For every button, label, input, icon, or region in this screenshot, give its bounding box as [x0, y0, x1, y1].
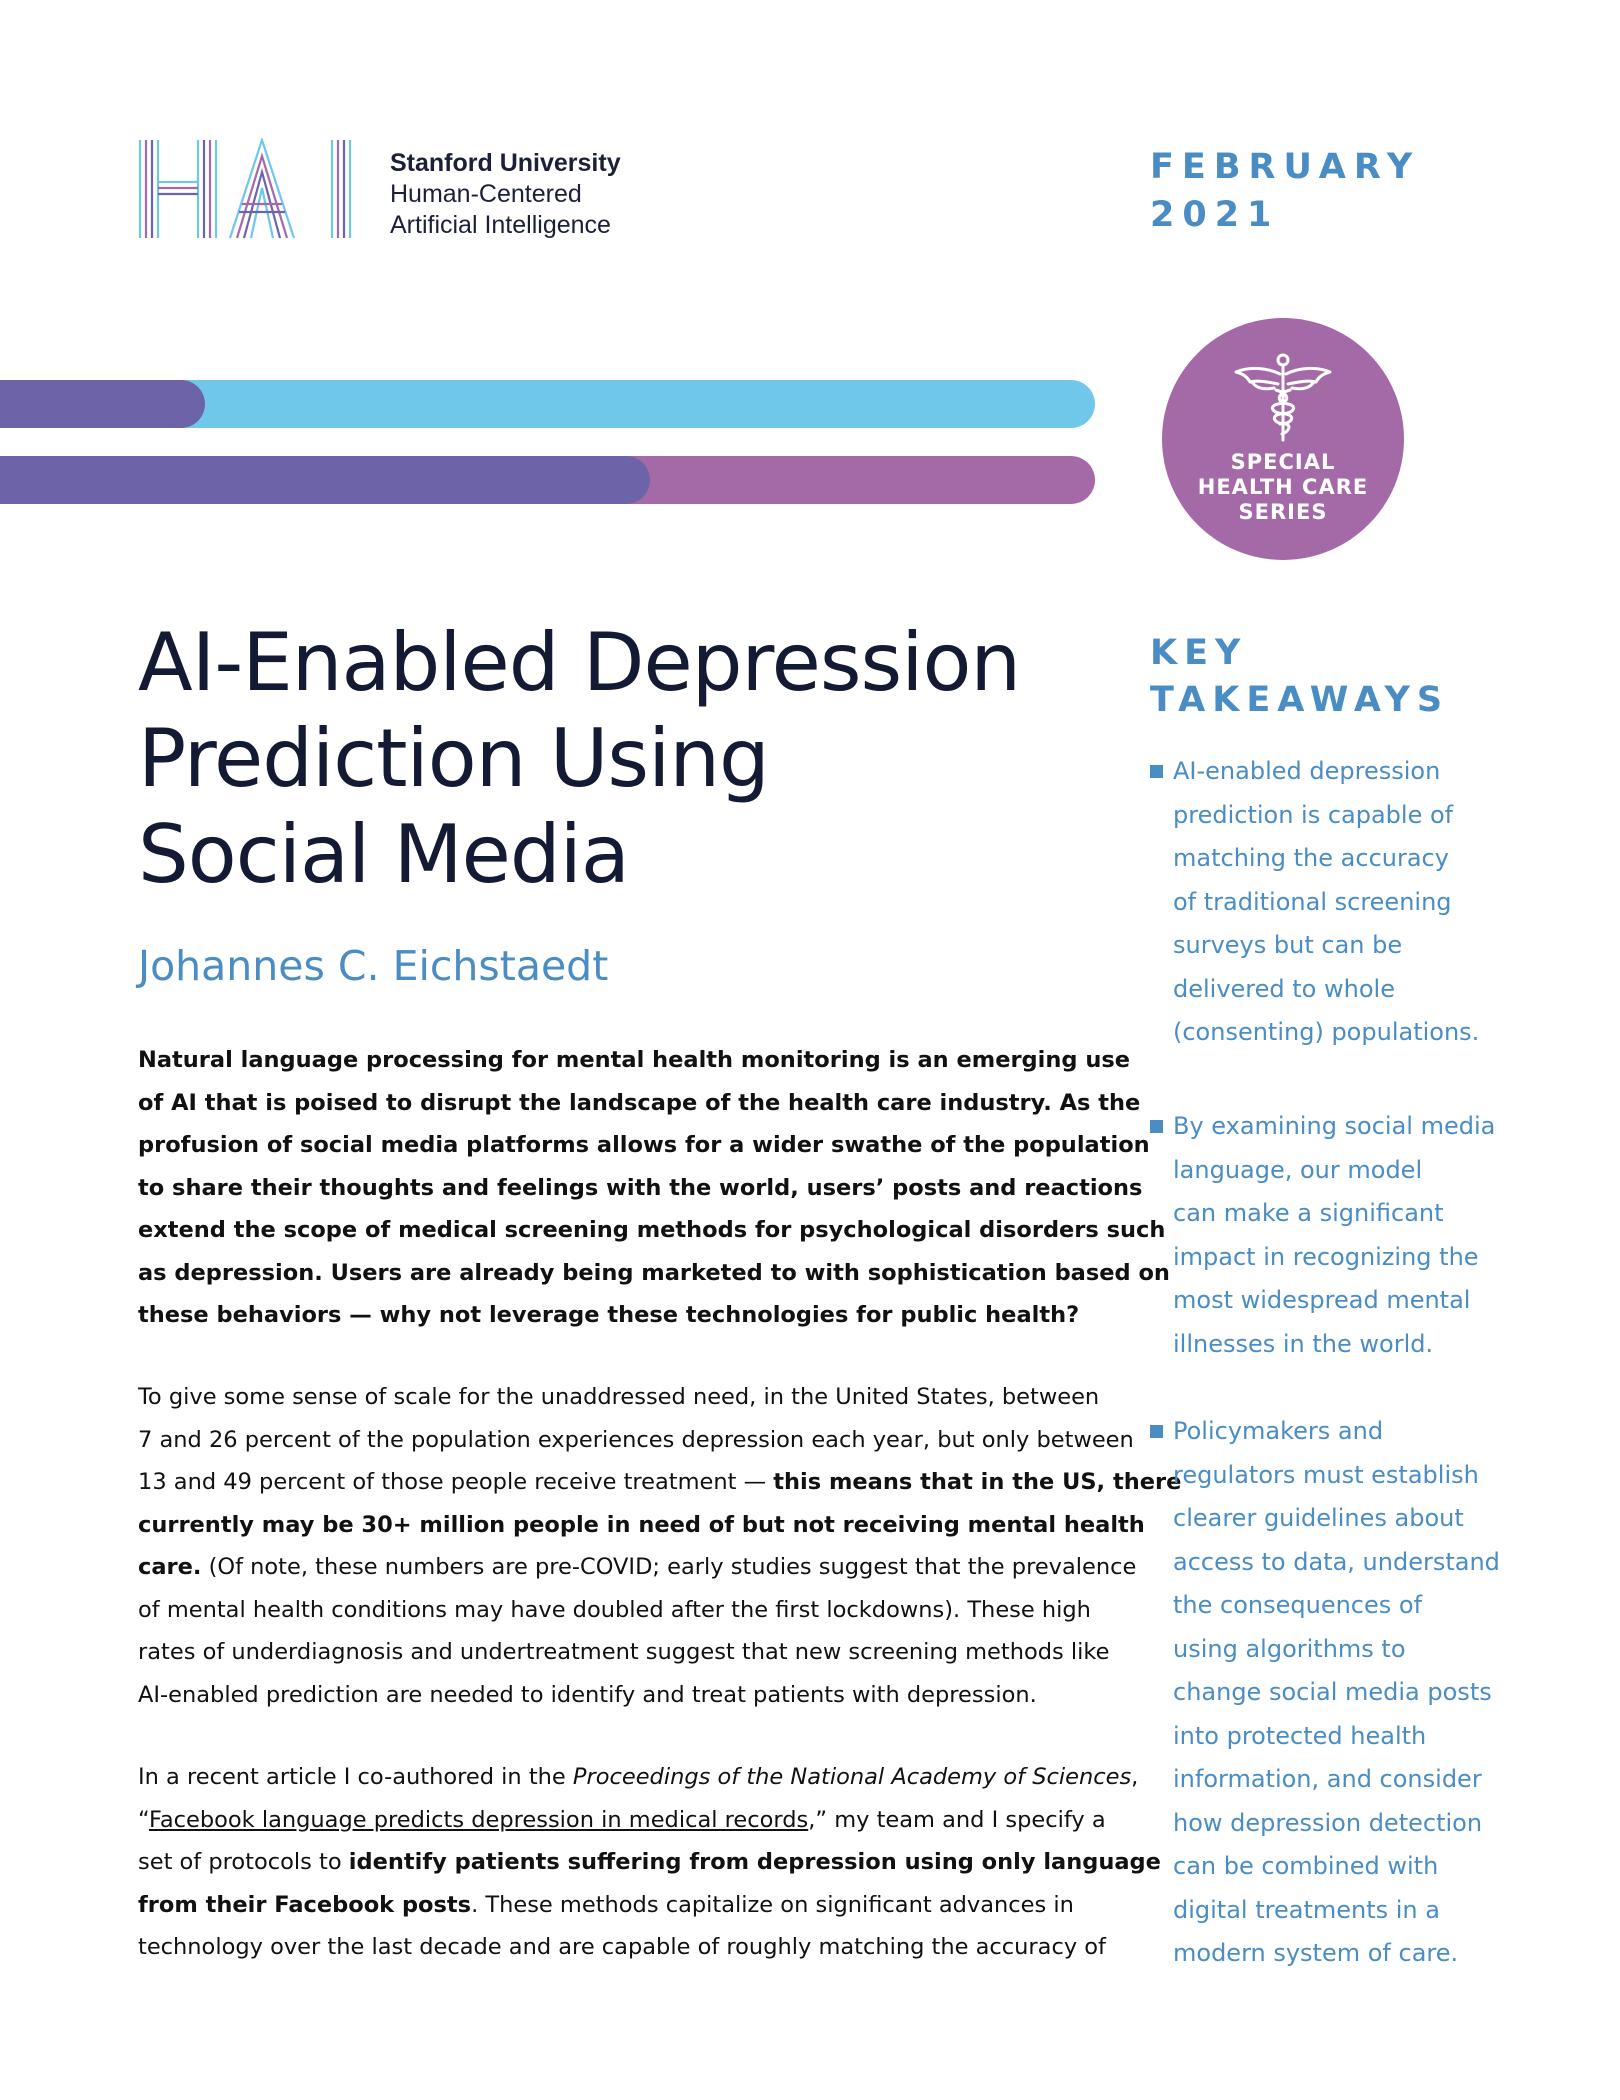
- organization-name: Stanford University Human-Centered Artificial Intelligence: [390, 149, 621, 239]
- author-name: Johannes C. Eichstaedt: [138, 942, 609, 990]
- article-link[interactable]: Facebook language predicts depression in medical records: [148, 1806, 809, 1833]
- key-takeaways-heading: KEY TAKEAWAYS: [1150, 633, 1450, 720]
- caduceus-icon: [1232, 352, 1334, 442]
- square-bullet-icon: [1150, 1425, 1163, 1438]
- body-paragraph-study: In a recent article I co-authored in the Proceedings of the National Academy of Sciences, “Facebook language predicts depression in medical records,” my team and I specify a set of protocols to identify patients suffering from depression using only language from their Facebook posts. These methods capitalize on significant advances in technology over the last decade and are capable of roughly matching the accuracy of: [138, 1764, 1161, 1960]
- square-bullet-icon: [1150, 765, 1163, 778]
- publication-date: FEBRUARY 2021: [1150, 147, 1421, 235]
- takeaway-text: Policymakers and regulators must establish clearer guidelines about access to data, understand the consequences of using algorithms to change social media posts into protected health information, and consider how depression detection can be combined with digital treatments in a modern system of care.: [1173, 1417, 1500, 1967]
- hai-logo-icon: [138, 138, 366, 240]
- badge-label: SPECIAL HEALTH CARE SERIES: [1197, 450, 1369, 524]
- lead-paragraph: Natural language processing for mental health monitoring is an emerging use of AI that is poised to disrupt the landscape of the health care industry. As the profusion of social media platforms allows for a wider swathe of the population to share their thoughts and feelings with the world, users’ posts and reactions extend the scope of medical screening methods for psychological disorders such as depression. Users are already being marketed to with sophistication based on these behaviors — why not leverage these technologies for public health?: [138, 1047, 1170, 1328]
- square-bullet-icon: [1150, 1120, 1163, 1133]
- takeaway-text: By examining social media language, our model can make a significant impact in recognizing the most widespread mental illnesses in the world.: [1173, 1112, 1496, 1358]
- journal-name: Proceedings of the National Academy of Sciences: [572, 1764, 1132, 1790]
- takeaway-text: AI-enabled depression prediction is capable of matching the accuracy of traditional screening surveys but can be delivered to whole (consenting) populations.: [1173, 757, 1480, 1046]
- article-title: AI-Enabled Depression Prediction Using Social Media: [138, 616, 1021, 901]
- stripe-top-indigo: [0, 380, 205, 428]
- stripe-bottom-indigo: [0, 456, 650, 504]
- body-paragraph-scale: To give some sense of scale for the unaddressed need, in the United States, between 7 and 26 percent of the population experiences depression each year, but only between 13 and 49 percent of those people receive treatment — this means that in the US, there currently may be 30+ million people in need of but not receiving mental health care. (Of note, these numbers are pre-COVID; early studies suggest that the prevalence of mental health conditions may have doubled after the first lockdowns). These high rates of underdiagnosis and undertreatment suggest that new screening methods like AI-enabled prediction are needed to identify and treat patients with depression.: [138, 1384, 1182, 1708]
